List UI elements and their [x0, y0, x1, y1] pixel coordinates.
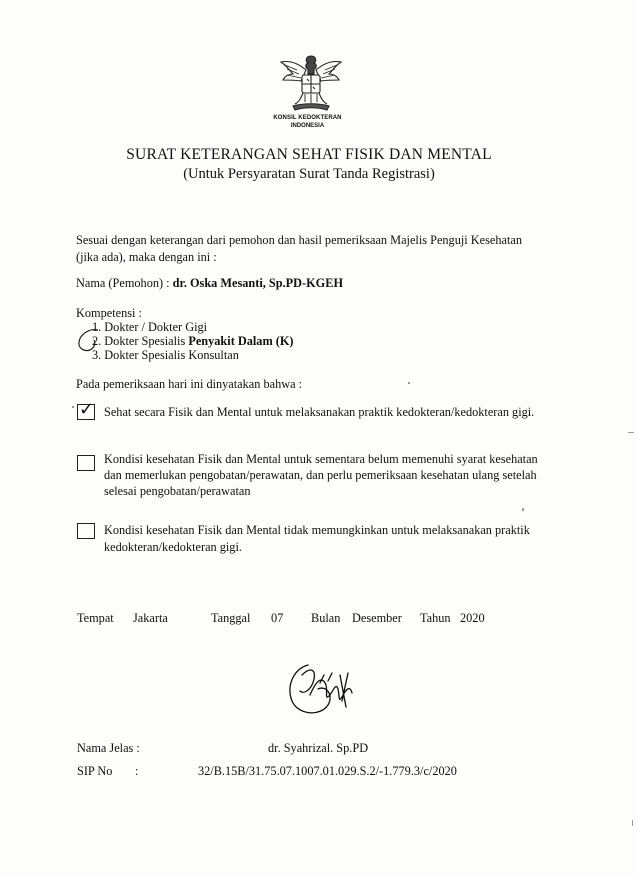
applicant-label: Nama (Pemohon) :	[76, 276, 173, 290]
option-2-line-1: Kondisi kesehatan Fisik dan Mental untuk sementara belum memenuhi syarat kesehatan	[104, 452, 538, 466]
month-value: Desember	[352, 611, 402, 625]
year-label: Tahun	[420, 611, 451, 625]
place-value: Jakarta	[133, 611, 168, 625]
document-subtitle: (Untuk Persyaratan Surat Tanda Registrasi)	[183, 166, 435, 182]
applicant-row	[76, 275, 343, 291]
garuda-emblem-logo	[275, 50, 347, 116]
option-1-text: Sehat secara Fisik dan Mental untuk melaksanakan praktik kedokteran/kedokteran gigi.	[104, 405, 535, 419]
month-label: Bulan	[311, 611, 341, 625]
competence-item-2-prefix: 2. Dokter Spesialis	[92, 334, 189, 348]
competence-item-2-specialty: Penyakit Dalam (K)	[188, 334, 294, 348]
option-1-checkbox[interactable]	[77, 399, 95, 420]
scan-speck	[628, 432, 634, 433]
applicant-name: dr. Oska Mesanti, Sp.PD-KGEH	[172, 276, 344, 290]
logo-caption-line1: KONSIL KEDOKTERAN	[273, 115, 342, 121]
intro-line-1: Sesuai dengan keterangan dari pemohon dan hasil pemeriksaan Majelis Penguji Kesehatan	[76, 233, 522, 247]
scan-speck	[632, 820, 633, 826]
document-title: SURAT KETERANGAN SEHAT FISIK DAN MENTAL	[126, 146, 492, 163]
sip-number: 32/B.15B/31.75.07.1007.01.029.S.2/-1.779.3/c/2020	[198, 764, 457, 778]
date-label: Tanggal	[211, 611, 251, 625]
sip-colon: :	[135, 764, 139, 778]
day-value: 07	[271, 611, 284, 625]
option-3-line-2: kedokteran/kedokteran gigi.	[104, 540, 242, 554]
sip-label: SIP No	[77, 764, 113, 778]
scan-speck	[522, 508, 524, 511]
exam-statement: Pada pemeriksaan hari ini dinyatakan bahwa :	[76, 377, 303, 391]
option-2-line-2: dan memerlukan pengobatan/perawatan, dan perlu pemeriksaan kesehatan ulang setelah	[104, 468, 537, 482]
option-3-line-1: Kondisi kesehatan Fisik dan Mental tidak memungkinkan untuk melaksanakan praktik	[104, 523, 530, 537]
place-label: Tempat	[77, 611, 114, 625]
competence-item-3: 3. Dokter Spesialis Konsultan	[92, 348, 239, 362]
option-2-line-3: selesai pengobatan/perawatan	[104, 484, 251, 498]
competence-label: Kompetensi :	[76, 306, 142, 320]
logo-caption-line2: INDONESIA	[290, 123, 325, 129]
name-label: Nama Jelas :	[77, 741, 140, 755]
competence-item-1: 1. Dokter / Dokter Gigi	[92, 320, 208, 334]
year-value: 2020	[460, 611, 485, 625]
option-2-checkbox[interactable]	[77, 455, 95, 471]
check-icon: ✓	[79, 399, 95, 420]
scan-speck	[72, 406, 74, 408]
scan-speck	[408, 382, 410, 384]
option-3-checkbox[interactable]	[77, 523, 95, 539]
signer-name: dr. Syahrizal. Sp.PD	[268, 741, 369, 755]
intro-line-2: (jika ada), maka dengan ini :	[76, 250, 217, 264]
handwritten-signature	[280, 655, 370, 725]
